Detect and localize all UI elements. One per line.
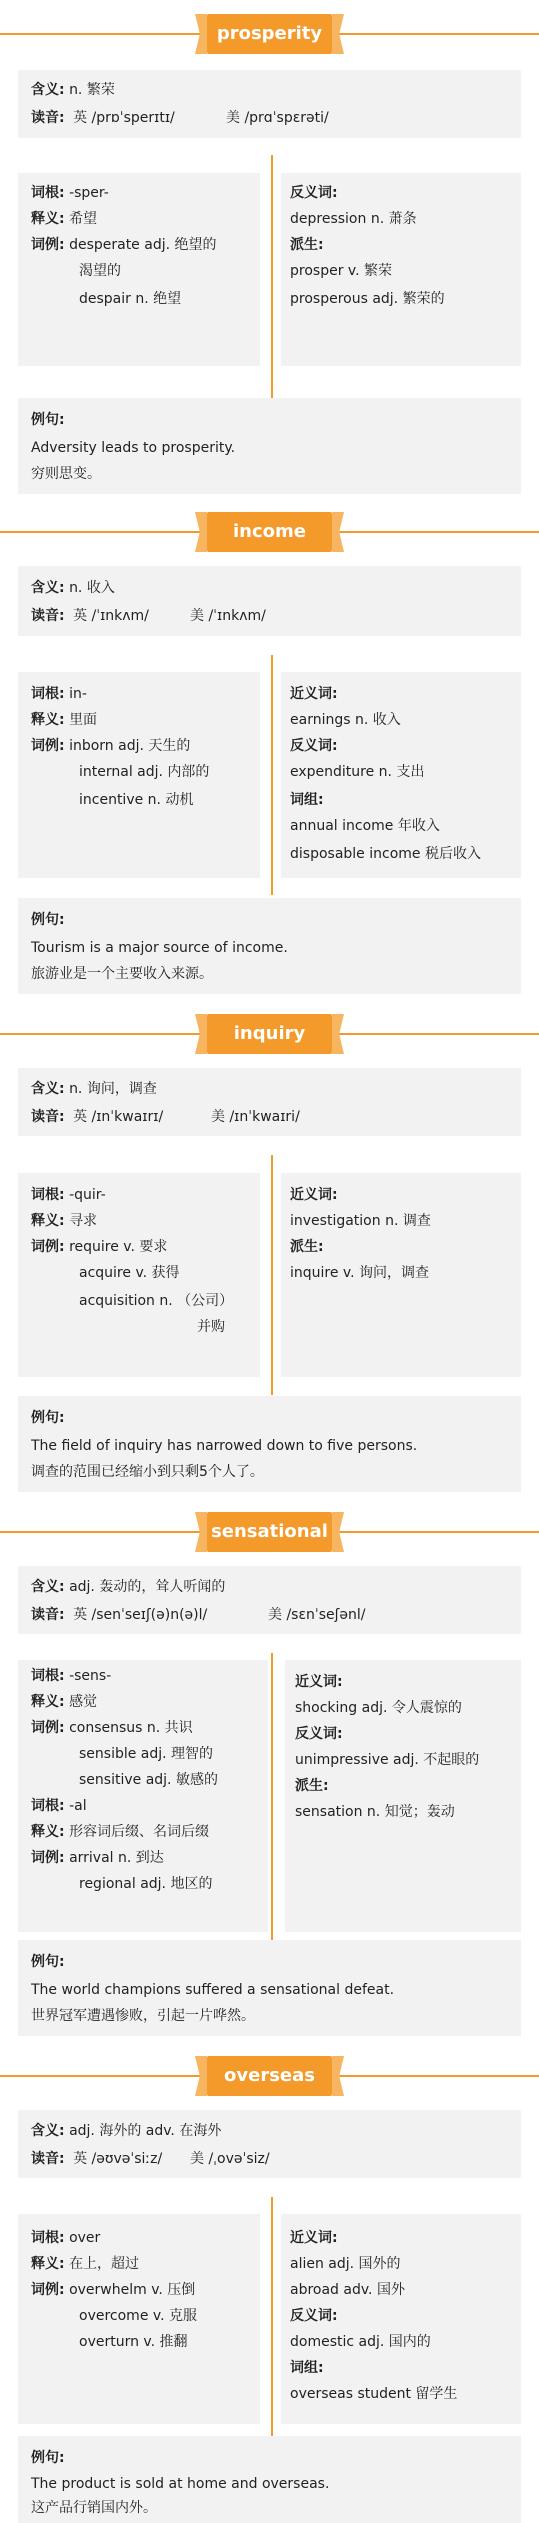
root-line <box>31 2228 100 2248</box>
root-label: 词根: <box>31 1668 65 1684</box>
root-meaning-line <box>31 209 97 229</box>
antonym-label: 反义词: <box>290 2308 338 2324</box>
synonym-value: abroad adv. 国外 <box>290 2282 405 2298</box>
derivative-value: prosperous adj. 繁荣的 <box>290 291 445 307</box>
antonym-label: 反义词: <box>295 1726 343 1742</box>
collocation-value: disposable income 税后收入 <box>290 846 481 862</box>
examples-label: 词例: <box>31 1239 65 1255</box>
column-divider <box>271 155 273 398</box>
root-meaning-value: 希望 <box>69 211 98 227</box>
meaning-label: 含义: <box>31 2123 65 2139</box>
example-word: desperate adj. 绝望的 <box>69 237 217 253</box>
derivative-label: 派生: <box>295 1778 329 1794</box>
examples-line <box>31 235 217 255</box>
pronunciation-line <box>31 2149 162 2169</box>
meaning-value: n. 询问，调查 <box>69 1081 157 1097</box>
root-meaning-value: 在上，超过 <box>69 2256 140 2272</box>
sentence-en: The field of inquiry has narrowed down to five persons. <box>31 1438 418 1454</box>
derivative-value: sensation n. 知觉；轰动 <box>295 1804 455 1820</box>
pronunciation-line <box>31 1107 163 1127</box>
meaning-line <box>31 80 115 100</box>
root-meaning-line <box>31 1211 97 1231</box>
column-divider <box>271 1155 273 1395</box>
examples-label: 词例: <box>31 237 65 253</box>
pron-us: 美 /ˈɪnkʌm/ <box>190 608 266 624</box>
examples-line <box>31 1718 193 1738</box>
sentence-zh: 穷则思变。 <box>31 466 101 482</box>
example-word: consensus n. 共识 <box>69 1720 193 1736</box>
pronunciation-label: 读音: <box>31 608 65 624</box>
example-word: overwhelm v. 压倒 <box>69 2282 196 2298</box>
example-word: 渴望的 <box>79 263 121 279</box>
synonym-label: 近义词: <box>295 1674 343 1690</box>
synonym-value: investigation n. 调查 <box>290 1213 431 1229</box>
sentence-label: 例句: <box>31 1954 65 1970</box>
meaning-line <box>31 1079 157 1099</box>
derivative-label: 派生: <box>290 237 324 253</box>
root-meaning-line-2 <box>31 1822 209 1842</box>
word-badge: inquiry <box>207 1014 332 1054</box>
example-word: incentive n. 动机 <box>79 792 194 808</box>
sentence-label: 例句: <box>31 2450 65 2466</box>
pron-us: 美 /ˌovəˈsiz/ <box>190 2151 270 2167</box>
collocation-label: 词组: <box>290 2360 324 2376</box>
synonym-label: 近义词: <box>290 2230 338 2246</box>
example-word: require v. 要求 <box>69 1239 168 1255</box>
antonym-value: unimpressive adj. 不起眼的 <box>295 1752 480 1768</box>
pron-uk: 英 /prɒˈsperɪtɪ/ <box>73 110 175 126</box>
sentence-en: Tourism is a major source of income. <box>31 940 288 956</box>
root-meaning-line <box>31 710 97 730</box>
antonym-value: expenditure n. 支出 <box>290 764 425 780</box>
derivative-value: prosper v. 繁荣 <box>290 263 392 279</box>
meaning-value: adj. 轰动的，耸人听闻的 <box>69 1579 226 1595</box>
sentence-zh: 调查的范围已经缩小到只剩5个人了。 <box>31 1464 264 1480</box>
sentence-label: 例句: <box>31 412 65 428</box>
sentence-zh: 旅游业是一个主要收入来源。 <box>31 966 213 982</box>
root-meaning-value: 感觉 <box>69 1694 98 1710</box>
example-word: acquisition n. （公司） <box>79 1293 234 1309</box>
derivative-label: 派生: <box>290 1239 324 1255</box>
examples-label: 词例: <box>31 2282 65 2298</box>
root-meaning-label: 释义: <box>31 1824 65 1840</box>
example-word: sensitive adj. 敏感的 <box>79 1772 218 1788</box>
example-word: acquire v. 获得 <box>79 1265 180 1281</box>
root-label: 词根: <box>31 686 65 702</box>
examples-line <box>31 2280 195 2300</box>
column-divider <box>271 655 273 895</box>
meaning-label: 含义: <box>31 1081 65 1097</box>
example-word: overturn v. 推翻 <box>79 2334 188 2350</box>
root-value: in- <box>69 686 87 702</box>
examples-line <box>31 1237 167 1257</box>
meaning-label: 含义: <box>31 1579 65 1595</box>
example-word: arrival n. 到达 <box>69 1850 164 1866</box>
meaning-value: n. 收入 <box>69 580 115 596</box>
column-divider <box>271 1653 273 1951</box>
example-word: 并购 <box>197 1319 225 1335</box>
root-meaning-value: 形容词后缀、名词后缀 <box>69 1824 210 1840</box>
meaning-value: adj. 海外的 adv. 在海外 <box>69 2123 222 2139</box>
antonym-label: 反义词: <box>290 185 338 201</box>
sentence-label: 例句: <box>31 912 65 928</box>
examples-line <box>31 736 190 756</box>
pronunciation-line <box>31 108 175 128</box>
derivative-value: inquire v. 询问，调查 <box>290 1265 430 1281</box>
root-value: -quir- <box>69 1187 106 1203</box>
antonym-label: 反义词: <box>290 738 338 754</box>
pron-us: 美 /prɑˈspɛrəti/ <box>226 110 329 126</box>
synonym-label: 近义词: <box>290 686 338 702</box>
pronunciation-line <box>31 1605 207 1625</box>
root-meaning-label: 释义: <box>31 1213 65 1229</box>
sentence-zh: 世界冠军遭遇惨败，引起一片哗然。 <box>31 2008 255 2024</box>
sentence-label: 例句: <box>31 1410 65 1426</box>
examples-label: 词例: <box>31 1720 65 1736</box>
word-badge: overseas <box>207 2056 332 2096</box>
root-value: -al <box>69 1798 87 1814</box>
meaning-line <box>31 2121 221 2141</box>
root-meaning-label: 释义: <box>31 712 65 728</box>
root-line-2 <box>31 1796 87 1816</box>
root-line <box>31 1666 111 1686</box>
pronunciation-label: 读音: <box>31 2151 65 2167</box>
antonym-value: domestic adj. 国内的 <box>290 2334 431 2350</box>
synonym-value: shocking adj. 令人震惊的 <box>295 1700 462 1716</box>
examples-label: 词例: <box>31 738 65 754</box>
meaning-label: 含义: <box>31 580 65 596</box>
synonym-value: earnings n. 收入 <box>290 712 401 728</box>
example-word: inborn adj. 天生的 <box>69 738 191 754</box>
pronunciation-label: 读音: <box>31 1109 65 1125</box>
root-value: over <box>69 2230 101 2246</box>
root-meaning-value: 寻求 <box>69 1213 98 1229</box>
pronunciation-label: 读音: <box>31 110 65 126</box>
synonym-label: 近义词: <box>290 1187 338 1203</box>
root-label: 词根: <box>31 2230 65 2246</box>
meaning-value: n. 繁荣 <box>69 82 115 98</box>
meaning-label: 含义: <box>31 82 65 98</box>
root-line <box>31 183 109 203</box>
root-label: 词根: <box>31 1798 65 1814</box>
root-line <box>31 1185 106 1205</box>
example-word: overcome v. 克服 <box>79 2308 197 2324</box>
root-label: 词根: <box>31 185 65 201</box>
column-divider <box>271 2197 273 2437</box>
sentence-en: Adversity leads to prosperity. <box>31 440 236 456</box>
examples-label: 词例: <box>31 1850 65 1866</box>
word-badge: sensational <box>207 1512 332 1552</box>
pronunciation-line <box>31 606 149 626</box>
example-word: despair n. 绝望 <box>79 291 182 307</box>
example-word: sensible adj. 理智的 <box>79 1746 214 1762</box>
pron-uk: 英 /senˈseɪʃ(ə)n(ə)l/ <box>73 1607 208 1623</box>
root-meaning-label: 释义: <box>31 1694 65 1710</box>
root-value: -sens- <box>69 1668 112 1684</box>
collocation-value: annual income 年收入 <box>290 818 440 834</box>
synonym-value: alien adj. 国外的 <box>290 2256 401 2272</box>
meaning-line <box>31 578 115 598</box>
pronunciation-label: 读音: <box>31 1607 65 1623</box>
examples-line-2 <box>31 1848 164 1868</box>
collocation-value: overseas student 留学生 <box>290 2386 458 2402</box>
root-meaning-line <box>31 2254 139 2274</box>
pron-us: 美 /sɛnˈseʃənl/ <box>268 1607 366 1623</box>
root-meaning-label: 释义: <box>31 211 65 227</box>
antonym-value: depression n. 萧条 <box>290 211 417 227</box>
example-word: regional adj. 地区的 <box>79 1876 213 1892</box>
meaning-line <box>31 1577 225 1597</box>
sentence-en: The world champions suffered a sensational defeat. <box>31 1982 395 1998</box>
sentence-zh: 这产品行销国内外。 <box>31 2500 157 2516</box>
root-label: 词根: <box>31 1187 65 1203</box>
pron-uk: 英 /əʊvəˈsiːz/ <box>73 2151 163 2167</box>
root-line <box>31 684 87 704</box>
root-meaning-label: 释义: <box>31 2256 65 2272</box>
root-meaning-line <box>31 1692 97 1712</box>
pron-us: 美 /ɪnˈkwaɪri/ <box>211 1109 300 1125</box>
example-word: internal adj. 内部的 <box>79 764 210 780</box>
collocation-label: 词组: <box>290 792 324 808</box>
word-badge: prosperity <box>207 14 332 54</box>
root-value: -sper- <box>69 185 109 201</box>
sentence-en: The product is sold at home and overseas. <box>31 2476 330 2492</box>
pron-uk: 英 /ˈɪnkʌm/ <box>73 608 149 624</box>
word-badge: income <box>207 512 332 552</box>
root-meaning-value: 里面 <box>69 712 98 728</box>
pron-uk: 英 /ɪnˈkwaɪrɪ/ <box>73 1109 164 1125</box>
